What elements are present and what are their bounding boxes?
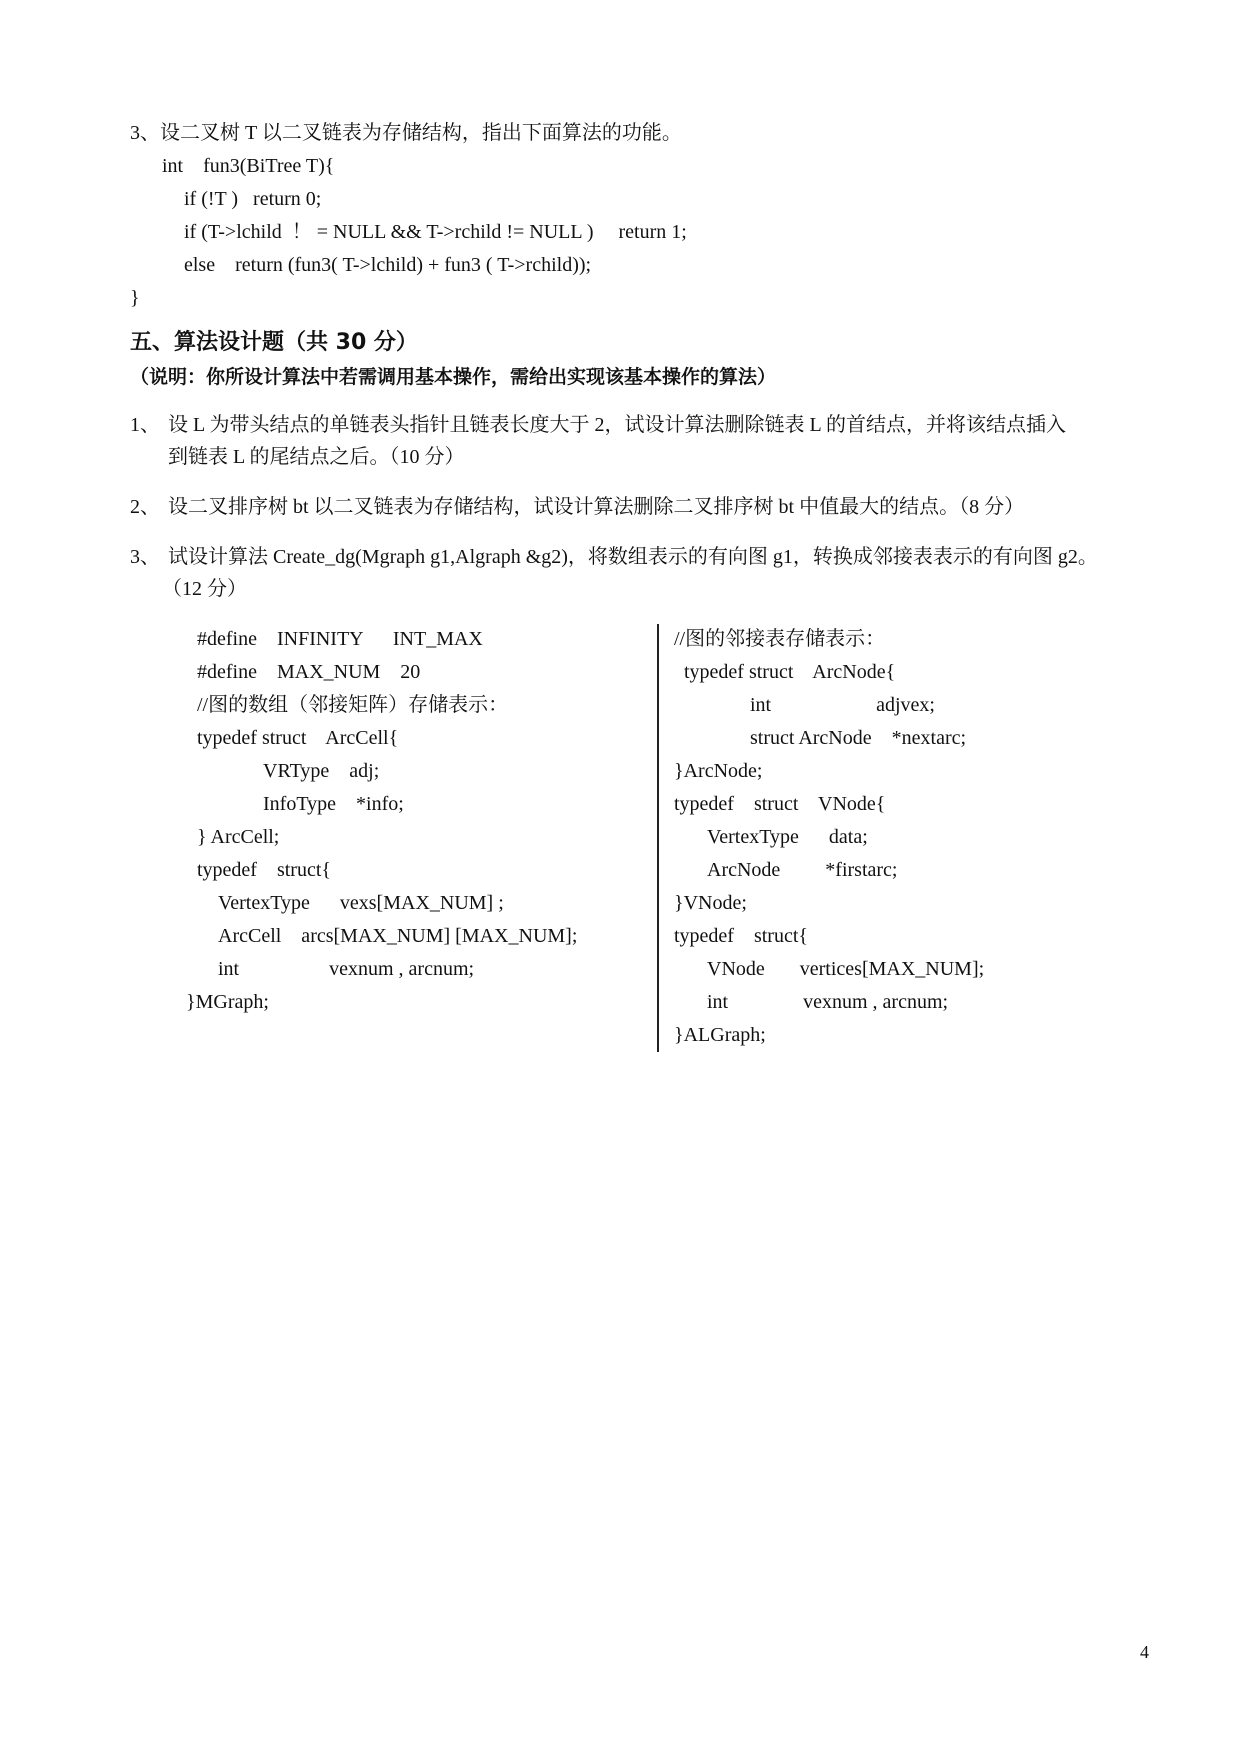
code-line: typedef struct{: [674, 925, 809, 947]
code-line: if (T->lchild ！ = NULL && T->rchild != NULL ) return 1;: [184, 221, 687, 243]
code-line: VRType adj;: [263, 760, 380, 782]
question-3-title: 3、设二叉树 T 以二叉链表为存储结构，指出下面算法的功能。: [130, 122, 682, 144]
item-text: 到链表 L 的尾结点之后。（10 分）: [168, 446, 465, 468]
code-line: if (!T ) return 0;: [184, 188, 322, 210]
code-line: }ArcNode;: [674, 760, 763, 782]
code-line: typedef struct VNode{: [674, 793, 886, 815]
code-line: }: [130, 287, 140, 309]
code-line: VertexType vexs[MAX_NUM] ;: [218, 892, 504, 914]
item-text: （12 分）: [162, 578, 247, 600]
code-line: VertexType data;: [707, 826, 868, 848]
code-line: typedef struct{: [197, 859, 332, 881]
section-heading: 五、算法设计题（共 30 分）: [130, 330, 418, 355]
code-line: #define INFINITY INT_MAX: [197, 628, 483, 650]
item-number: 1、: [130, 414, 160, 436]
code-line: }MGraph;: [186, 991, 269, 1013]
item-number: 3、: [130, 546, 160, 568]
code-line: int vexnum , arcnum;: [707, 991, 949, 1013]
item-text: 设 L 为带头结点的单链表头指针且链表长度大于 2，试设计算法删除链表 L 的首结点，并将该结点插入: [168, 414, 1066, 436]
page-number: 4: [1140, 1642, 1149, 1662]
code-line: int adjvex;: [750, 694, 935, 716]
code-line: }VNode;: [674, 892, 747, 914]
code-line: }ALGraph;: [674, 1024, 766, 1046]
code-line: InfoType *info;: [263, 793, 404, 815]
code-line: else return (fun3( T->lchild) + fun3 ( T->rchild));: [184, 254, 592, 276]
code-line: int vexnum , arcnum;: [218, 958, 475, 980]
code-line: VNode vertices[MAX_NUM];: [707, 958, 985, 980]
code-line: } ArcCell;: [197, 826, 280, 848]
code-line: //图的邻接表存储表示：: [674, 628, 886, 650]
code-line: struct ArcNode *nextarc;: [750, 727, 967, 749]
column-divider: [657, 624, 659, 1052]
code-line: int fun3(BiTree T){: [162, 155, 335, 177]
section-note: （说明：你所设计算法中若需调用基本操作，需给出实现该基本操作的算法）: [130, 366, 777, 388]
code-line: typedef struct ArcCell{: [197, 727, 399, 749]
item-text: 设二叉排序树 bt 以二叉链表为存储结构，试设计算法删除二叉排序树 bt 中值最大的结点。（8 分）: [168, 496, 1025, 518]
item-number: 2、: [130, 496, 160, 518]
item-text: 试设计算法 Create_dg(Mgraph g1,Algraph &g2)，将数组表示的有向图 g1，转换成邻接表表示的有向图 g2。: [168, 546, 1098, 568]
code-line: typedef struct ArcNode{: [684, 661, 896, 683]
code-line: #define MAX_NUM 20: [197, 661, 421, 683]
code-line: ArcNode *firstarc;: [707, 859, 898, 881]
code-line: //图的数组（邻接矩阵）存储表示：: [197, 694, 509, 716]
code-line: ArcCell arcs[MAX_NUM] [MAX_NUM];: [218, 925, 578, 947]
